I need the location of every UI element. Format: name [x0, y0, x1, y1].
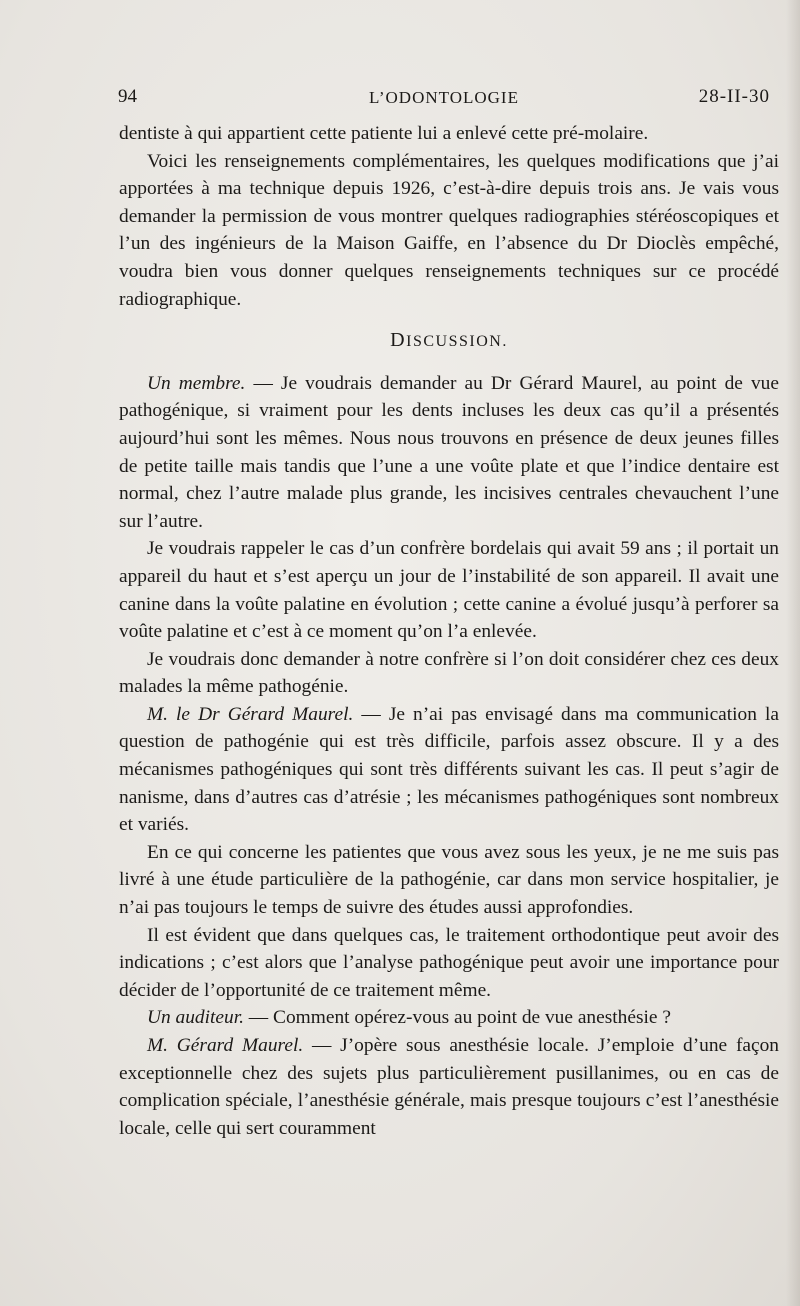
- running-header: [118, 86, 770, 112]
- discussion-text: — Je n’ai pas envisagé dans ma communication la question de pathogénie qui est très difficile, parfois assez obscure. Il y a des mécanismes pathogéniques qui sont très différents suivant les cas. Il peut s’agir de nanisme, dans d’autres cas d’atrésie ; les mécanismes pathogéniques sont nombreux et variés.: [119, 703, 779, 836]
- issue-date: 28-II-30: [698, 86, 770, 107]
- discussion-paragraph: [119, 839, 779, 922]
- speaker-name: M. Gérard Maurel.: [147, 1035, 304, 1056]
- speaker-name: M. le Dr Gérard Maurel.: [147, 703, 354, 725]
- discussion-text: — Je voudrais demander au Dr Gérard Maurel, au point de vue pathogénique, si vraiment pour les dents incluses les deux cas qu’il a présentés aujourd’hui sont les mêmes. Nous nous trouvons en présence de deux jeunes filles de petite taille mais tandis que l’une a une voûte plate et que l’indice dentaire est normal, chez l’autre malade plus grande, les incisives centrales chevauchent l’une sur l’autre.: [119, 372, 779, 532]
- discussion-text: — Comment opérez-vous au point de vue anesthésie ?: [243, 1007, 671, 1029]
- discussion-text: Il est évident que dans quelques cas, le traitement orthodontique peut avoir des indications ; c’est alors que l’analyse pathogénique peut avoir une importance pour décider de l’opportunité de ce traitement même.: [119, 924, 779, 1001]
- speaker-name: Un auditeur.: [147, 1007, 244, 1029]
- discussion-text: En ce qui concerne les patientes que vous avez sous les yeux, je ne me suis pas livré à une étude particulière de la pathogénie, car dans mon service hospitalier, je n’ai pas toujours le temps de suivre des études aussi approfondies.: [119, 841, 779, 919]
- article-body: [119, 120, 779, 1142]
- discussion-paragraph: [119, 646, 779, 701]
- discussion-paragraph: [119, 1032, 779, 1142]
- discussion-paragraph: [119, 370, 779, 536]
- page-edge-shadow: [786, 0, 800, 1306]
- discussion-paragraph: [119, 1004, 779, 1032]
- page-number: 94: [118, 86, 137, 107]
- discussion-paragraph: [119, 922, 779, 1005]
- speaker-name: Un membre.: [147, 372, 246, 394]
- journal-title: L’ODONTOLOGIE: [369, 88, 519, 107]
- discussion-text: — J’opère sous anesthésie locale. J’emploie d’une façon exceptionnelle chez des sujets plus particulièrement pusillanimes, ou en cas de complication spéciale, l’anesthésie générale, mais presque toujours c’est l’anesthésie locale, celle qui sert couramment: [119, 1035, 780, 1139]
- paragraph: dentiste à qui appartient cette patiente lui a enlevé cette pré-molaire.: [119, 123, 649, 144]
- section-heading-rest: ISCUSSION.: [406, 333, 508, 351]
- discussion-text: Je voudrais donc demander à notre confrère si l’on doit considérer chez ces deux malades la même pathogénie.: [119, 648, 779, 698]
- discussion-text: Je voudrais rappeler le cas d’un confrère bordelais qui avait 59 ans ; il portait un appareil du haut et s’est aperçu un jour de l’instabilité de son appareil. Il avait une canine dans la voûte palatine en évolution ; cette canine a évolué jusqu’à perforer sa voûte palatine et c’est à ce moment qu’on l’a enlevée.: [119, 538, 779, 643]
- paragraph: Voici les renseignements complémentaires, les quelques modifications que j’ai apportées à ma technique depuis 1926, c’est-à-dire depuis trois ans. Je vais vous demander la permission de vous montrer quelques radiographies stéréoscopiques et l’un des ingénieurs de la Maison Gaiffe, en l’absence du Dr Dioclès empêché, voudra bien vous donner quelques renseignements techniques sur ce procédé radiographique.: [119, 150, 779, 310]
- discussion-paragraph: [119, 535, 779, 645]
- section-heading: [119, 327, 779, 356]
- section-heading-initial: D: [390, 329, 407, 352]
- discussion-paragraph: [119, 701, 779, 839]
